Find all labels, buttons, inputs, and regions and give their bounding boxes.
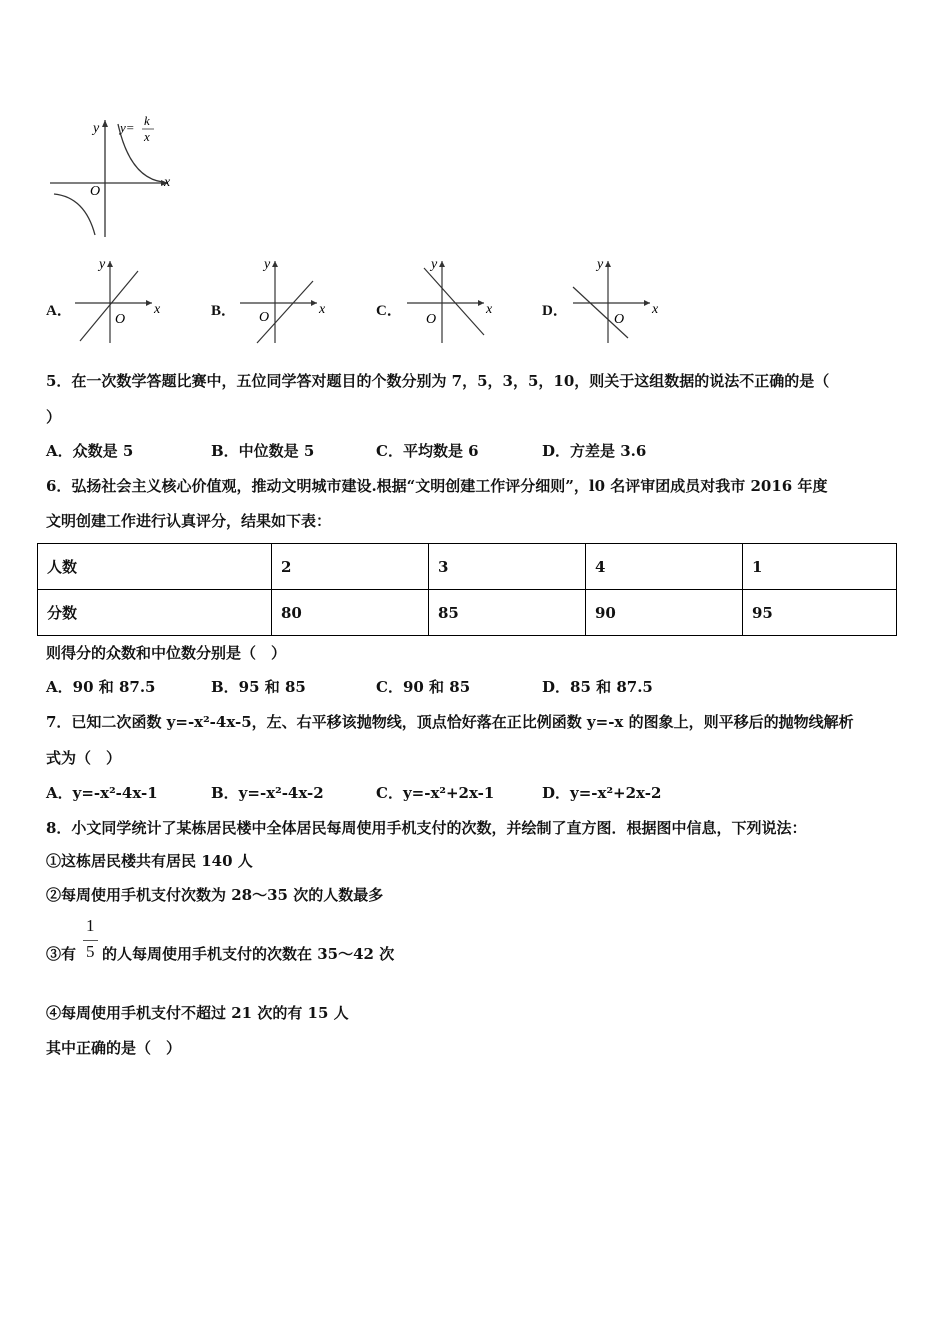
table-cell: 85: [429, 590, 586, 636]
table-cell: 80: [272, 590, 429, 636]
q4-option-c-graph: [402, 253, 502, 345]
table-cell: 2: [272, 544, 429, 590]
q8-statement-4: ④每周使用手机支付不超过 21 次的有 15 人: [46, 1004, 349, 1022]
q6-stem-line1: 6．弘扬社会主义核心价值观，推动文明城市建设.根据“文明创建工作评分细则”，l0 名评审团成员对我市 2016 年度: [46, 477, 828, 495]
q8-ask: 其中正确的是（ ）: [46, 1039, 182, 1057]
svg-text:O: O: [115, 312, 126, 327]
q6-option-a: A．90 和 87.5: [46, 678, 156, 696]
svg-text:y: y: [597, 257, 604, 272]
y-label: y: [93, 121, 100, 136]
hyperbola-branch-q3: [54, 194, 95, 235]
q4-option-b-graph: [235, 253, 335, 345]
q5-stem-line1: 5．在一次数学答题比赛中，五位同学答对题目的个数分别为 7，5，3，5，10，则关于这组数据的说法不正确的是（: [46, 372, 830, 390]
q7-option-c: C．y=-x²+2x-1: [376, 784, 495, 802]
q7-option-a: A．y=-x²-4x-1: [46, 784, 158, 802]
y-axis-arrow: [102, 120, 108, 127]
table-cell: 90: [586, 590, 743, 636]
svg-text:O: O: [259, 310, 270, 325]
q5-option-c: C．平均数是 6: [376, 442, 479, 460]
q7-stem-line1: 7．已知二次函数 y=-x²-4x-5，左、右平移该抛物线，顶点恰好落在正比例函数 y=-x 的图象上，则平移后的抛物线解析: [46, 713, 854, 731]
q6-option-d: D．85 和 87.5: [542, 678, 653, 696]
line-graph: [80, 271, 138, 341]
inverse-function-figure: [40, 110, 180, 240]
q7-option-b: B．y=-x²-4x-2: [211, 784, 324, 802]
svg-text:O: O: [426, 312, 437, 327]
q8-statement-3-suffix: 的人每周使用手机支付的次数在 35～42 次: [102, 945, 395, 963]
q8-statement-2: ②每周使用手机支付次数为 28～35 次的人数最多: [46, 886, 384, 904]
q5-option-a: A．众数是 5: [46, 442, 134, 460]
svg-text:x: x: [154, 302, 161, 317]
origin-label: O: [90, 184, 101, 199]
q7-option-d: D．y=-x²+2x-2: [542, 784, 662, 802]
q6-stem-line2: 文明创建工作进行认真评分，结果如下表：: [46, 512, 332, 530]
q5-option-d: D．方差是 3.6: [542, 442, 647, 460]
q4-option-d-letter: D．: [542, 303, 568, 319]
svg-text:x: x: [652, 302, 659, 317]
q6-option-c: C．90 和 85: [376, 678, 471, 696]
table-row: [38, 590, 897, 636]
svg-text:y: y: [431, 257, 438, 272]
q5-stem-line2: ）: [46, 408, 62, 426]
fraction-bar: [83, 940, 98, 941]
q8-statement-3-prefix: ③有: [46, 945, 77, 963]
q6-question: 则得分的众数和中位数分别是（ ）: [46, 644, 287, 662]
q8-intro: 8．小文同学统计了某栋居民楼中全体居民每周使用手机支付的次数，并绘制了直方图．根据图中信息，下列说法：: [46, 819, 807, 837]
table-cell: 4: [586, 544, 743, 590]
svg-text:x: x: [486, 302, 493, 317]
q5-option-b: B．中位数是 5: [211, 442, 315, 460]
x-label: x: [164, 175, 171, 190]
svg-text:y: y: [264, 257, 271, 272]
q4-option-a-letter: A．: [46, 303, 72, 319]
table-cell: 1: [743, 544, 897, 590]
func-label-num: k: [144, 113, 150, 128]
q4-option-d-graph: [568, 253, 668, 345]
q8-statement-1: ①这栋居民楼共有居民 140 人: [46, 852, 253, 870]
table-cell: 3: [429, 544, 586, 590]
fraction-denominator: 5: [86, 942, 95, 961]
table-cell: 人数: [38, 544, 272, 590]
q4-option-c-letter: C．: [376, 303, 402, 319]
func-label-den: x: [144, 129, 150, 144]
svg-text:y: y: [99, 257, 106, 272]
q7-stem-line2: 式为（ ）: [46, 749, 122, 767]
table-cell: 分数: [38, 590, 272, 636]
fraction-numerator: 1: [86, 916, 95, 935]
q4-option-b-letter: B．: [211, 303, 237, 319]
table-row: [38, 544, 897, 590]
func-label-prefix: y=: [120, 120, 135, 135]
svg-text:x: x: [319, 302, 326, 317]
q4-option-a-graph: [70, 253, 170, 345]
table-cell: 95: [743, 590, 897, 636]
q6-option-b: B．95 和 85: [211, 678, 306, 696]
svg-text:O: O: [614, 312, 625, 327]
score-table: [37, 543, 897, 636]
